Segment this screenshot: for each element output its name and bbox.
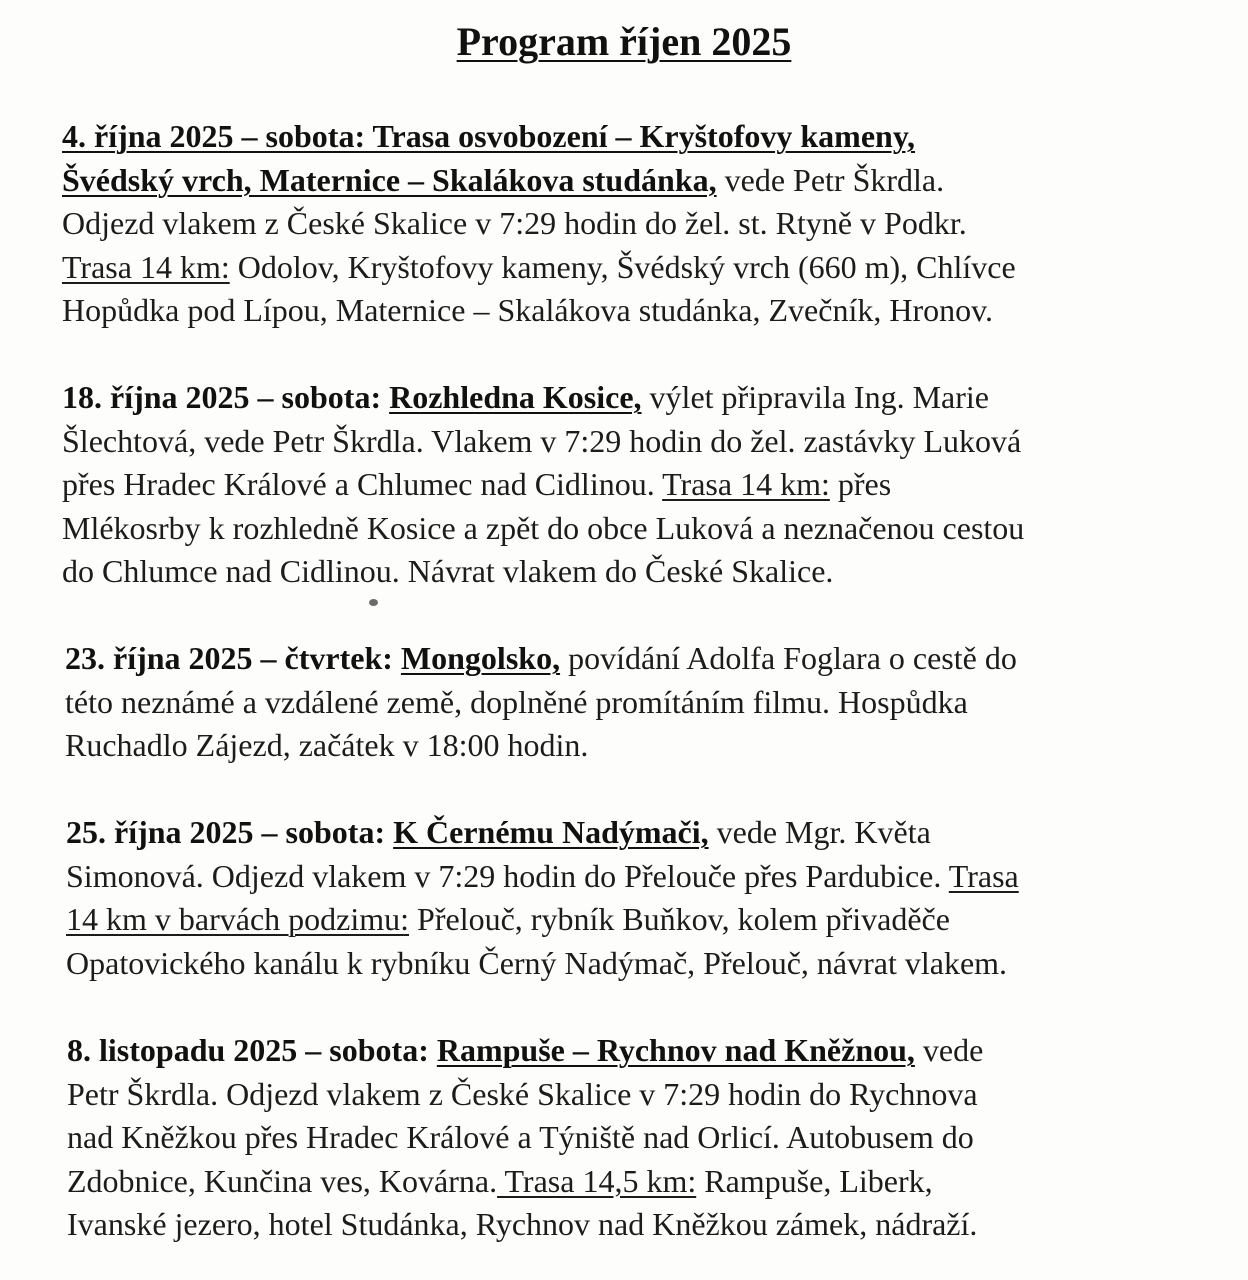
entry-2-trip-name: Rozhledna Kosice,	[389, 379, 642, 415]
entry-4-route-label-a: Trasa	[948, 857, 1019, 894]
entry-1-route-label: Trasa 14 km:	[62, 248, 230, 285]
entry-1-leader: vede Petr Škrdla.	[716, 161, 945, 198]
entry-3-text-2: této neznámé a vzdálené země, doplněné promítáním filmu. Hospůdka	[65, 683, 968, 720]
entry-2-text-4: Mlékosrby k rozhledně Kosice a zpět do obce Luková a neznačenou cestou	[62, 509, 1025, 546]
entry-5-text-1: vede	[914, 1032, 984, 1068]
entry-5-route-label: Trasa 14,5 km:	[497, 1162, 697, 1199]
entry-4-text-3: Přelouč, rybník Buňkov, kolem přivaděče	[409, 901, 950, 937]
entry-1-route-cont: Hopůdka pod Lípou, Maternice – Skalákova studánka, Zvečník, Hronov.	[62, 292, 994, 328]
entry-5-date: 8. listopadu 2025 – sobota:	[67, 1032, 437, 1068]
entry-1-departure: Odjezd vlakem z České Skalice v 7:29 hodin do žel. st. Rtyně v Podkr.	[62, 205, 967, 241]
program-entry-3	[65, 637, 1017, 768]
entry-5-trip-name: Rampuše – Rychnov nad Kněžnou,	[436, 1032, 915, 1068]
entry-5-text-5: Ivanské jezero, hotel Studánka, Rychnov nad Kněžkou zámek, nádraží.	[67, 1206, 978, 1242]
entry-2-date: 18. října 2025 – sobota:	[62, 379, 390, 415]
entry-4-text-4: Opatovického kanálu k rybníku Černý Nadýmač, Přelouč, návrat vlakem.	[66, 944, 1008, 981]
entry-2-text-3: přes Hradec Králové a Chlumec nad Cidlinou.	[62, 466, 663, 502]
entry-3-text-3: Ruchadlo Zájezd, začátek v 18:00 hodin.	[65, 727, 589, 763]
paper-speck	[369, 599, 378, 606]
page-title: Program říjen 2025	[456, 19, 792, 64]
entry-5-text-2: Petr Škrdla. Odjezd vlakem z České Skalice v 7:29 hodin do Rychnova	[67, 1075, 978, 1112]
program-entry-2	[62, 376, 1024, 594]
entry-3-trip-name: Mongolsko,	[400, 640, 561, 676]
entry-4-text-1: vede Mgr. Květa	[708, 814, 931, 850]
entry-5-text-4: Zdobnice, Kunčina ves, Kovárna.	[67, 1162, 498, 1199]
entry-1-heading: 4. října 2025 – sobota: Trasa osvobození – Kryštofovy kameny,	[62, 118, 916, 154]
program-entry-4	[66, 811, 1019, 985]
entry-2-text-5: do Chlumce nad Cidlinou. Návrat vlakem do České Skalice.	[62, 553, 834, 589]
entry-2-text-3b: přes	[829, 466, 892, 502]
entry-1-route: Odolov, Kryštofovy kameny, Švédský vrch (660 m), Chlívce	[229, 248, 1016, 285]
program-entry-5	[67, 1029, 983, 1247]
entry-4-text-2: Simonová. Odjezd vlakem v 7:29 hodin do Přelouče přes Pardubice.	[66, 857, 949, 894]
entry-2-text-2: Šlechtová, vede Petr Škrdla. Vlakem v 7:29 hodin do žel. zastávky Luková	[62, 422, 1022, 459]
program-entry-1	[62, 115, 1016, 333]
entry-4-date: 25. října 2025 – sobota:	[66, 814, 394, 850]
entry-5-text-3: nad Kněžkou přes Hradec Králové a Týniště nad Orlicí. Autobusem do	[67, 1119, 974, 1155]
entry-4-route-label-b: 14 km v barvách podzimu:	[66, 901, 410, 937]
entry-2-text-1: výlet připravila Ing. Marie	[641, 379, 989, 415]
entry-4-trip-name: K Černému Nadýmači,	[393, 814, 709, 850]
entry-3-date: 23. října 2025 – čtvrtek:	[65, 640, 401, 676]
entry-2-route-label: Trasa 14 km:	[662, 466, 830, 502]
entry-1-trip-name: Švédský vrch, Maternice – Skalákova studánka,	[62, 161, 717, 198]
entry-3-text-1: povídání Adolfa Foglara o cestě do	[560, 640, 1017, 676]
entry-5-text-4b: Rampuše, Liberk,	[696, 1162, 933, 1199]
